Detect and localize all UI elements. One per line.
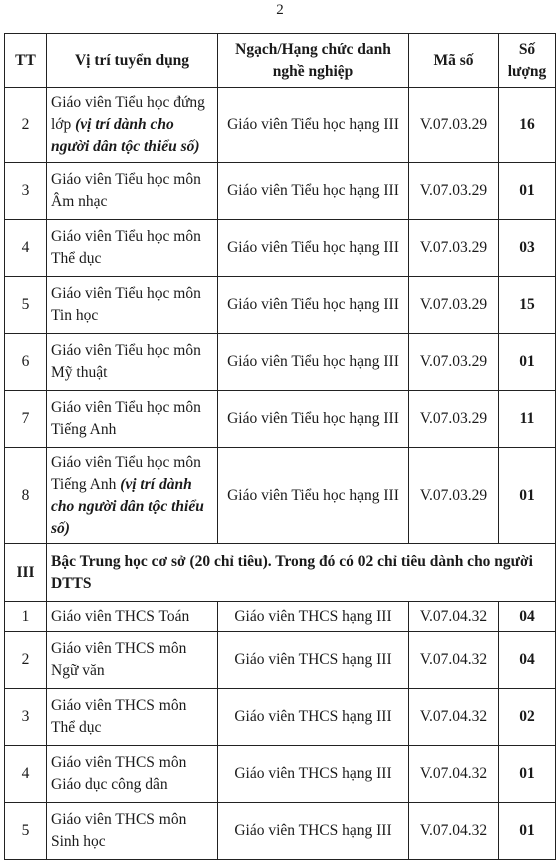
table-row	[5, 803, 556, 860]
row-code: V.07.03.29	[409, 163, 499, 220]
row-code: V.07.04.32	[409, 746, 499, 803]
header-position: Vị trí tuyển dụng	[47, 34, 218, 88]
row-code: V.07.03.29	[409, 88, 499, 163]
row-tt: 2	[5, 632, 47, 689]
row-rank: Giáo viên Tiểu học hạng III	[218, 220, 409, 277]
header-quantity: Số lượng	[499, 34, 556, 88]
section-row	[5, 544, 556, 602]
row-quantity: 03	[499, 220, 556, 277]
row-rank: Giáo viên THCS hạng III	[218, 632, 409, 689]
section-number: III	[5, 544, 47, 602]
row-tt: 1	[5, 602, 47, 632]
row-code: V.07.03.29	[409, 334, 499, 391]
row-position	[47, 448, 218, 544]
table-row	[5, 632, 556, 689]
header-tt: TT	[5, 34, 47, 88]
row-position: Giáo viên THCS môn Giáo dục công dân	[47, 746, 218, 803]
row-rank: Giáo viên Tiểu học hạng III	[218, 334, 409, 391]
row-tt: 5	[5, 277, 47, 334]
row-code: V.07.03.29	[409, 220, 499, 277]
row-tt: 4	[5, 746, 47, 803]
row-position: Giáo viên THCS môn Ngữ văn	[47, 632, 218, 689]
row-quantity: 01	[499, 163, 556, 220]
position-note: (vị trí dành cho người dân tộc thiểu số)	[51, 475, 204, 537]
row-code: V.07.04.32	[409, 689, 499, 746]
table-row	[5, 163, 556, 220]
row-rank: Giáo viên Tiểu học hạng III	[218, 277, 409, 334]
table-row	[5, 277, 556, 334]
row-quantity: 15	[499, 277, 556, 334]
row-position: Giáo viên Tiểu học môn Mỹ thuật	[47, 334, 218, 391]
row-quantity: 16	[499, 88, 556, 163]
row-tt: 3	[5, 689, 47, 746]
row-quantity: 04	[499, 602, 556, 632]
table-row	[5, 391, 556, 448]
table-row	[5, 220, 556, 277]
row-rank: Giáo viên THCS hạng III	[218, 746, 409, 803]
table-row	[5, 602, 556, 632]
section-title: Bậc Trung học cơ sở (20 chỉ tiêu). Trong đó có 02 chỉ tiêu dành cho người DTTS	[47, 544, 556, 602]
row-quantity: 01	[499, 803, 556, 860]
row-position: Giáo viên THCS môn Sinh học	[47, 803, 218, 860]
row-position: Giáo viên THCS Toán	[47, 602, 218, 632]
row-tt: 3	[5, 163, 47, 220]
row-quantity: 11	[499, 391, 556, 448]
row-quantity: 01	[499, 746, 556, 803]
row-rank: Giáo viên Tiểu học hạng III	[218, 88, 409, 163]
table-row	[5, 334, 556, 391]
row-tt: 7	[5, 391, 47, 448]
position-note: (vị trí dành cho người dân tộc thiểu số)	[51, 116, 200, 155]
table-header-row	[5, 34, 556, 88]
row-code: V.07.03.29	[409, 448, 499, 544]
row-code: V.07.03.29	[409, 277, 499, 334]
row-quantity: 01	[499, 334, 556, 391]
row-quantity: 04	[499, 632, 556, 689]
row-position: Giáo viên Tiểu học môn Tiếng Anh	[47, 391, 218, 448]
position-text: Giáo viên Tiểu học đứng lớp	[51, 94, 205, 133]
row-tt: 4	[5, 220, 47, 277]
row-rank: Giáo viên Tiểu học hạng III	[218, 391, 409, 448]
row-rank: Giáo viên THCS hạng III	[218, 803, 409, 860]
row-quantity: 01	[499, 448, 556, 544]
table-row	[5, 88, 556, 163]
header-rank: Ngạch/Hạng chức danh nghề nghiệp	[218, 34, 409, 88]
row-code: V.07.04.32	[409, 632, 499, 689]
row-code: V.07.04.32	[409, 602, 499, 632]
row-tt: 8	[5, 448, 47, 544]
table-row	[5, 746, 556, 803]
table-row	[5, 689, 556, 746]
row-rank: Giáo viên THCS hạng III	[218, 689, 409, 746]
row-position: Giáo viên Tiểu học môn Thể dục	[47, 220, 218, 277]
row-tt: 2	[5, 88, 47, 163]
recruitment-table	[4, 33, 556, 860]
position-text: Giáo viên Tiểu học môn Tiếng Anh	[51, 453, 201, 493]
row-code: V.07.03.29	[409, 391, 499, 448]
row-position: Giáo viên Tiểu học môn Âm nhạc	[47, 163, 218, 220]
row-position: Giáo viên THCS môn Thể dục	[47, 689, 218, 746]
row-tt: 5	[5, 803, 47, 860]
row-rank: Giáo viên THCS hạng III	[218, 602, 409, 632]
row-position	[47, 88, 218, 163]
row-position: Giáo viên Tiểu học môn Tin học	[47, 277, 218, 334]
page-number: 2	[276, 2, 284, 18]
row-tt: 6	[5, 334, 47, 391]
row-quantity: 02	[499, 689, 556, 746]
table-row	[5, 448, 556, 544]
row-code: V.07.04.32	[409, 803, 499, 860]
row-rank: Giáo viên Tiểu học hạng III	[218, 448, 409, 544]
header-code: Mã số	[409, 34, 499, 88]
row-rank: Giáo viên Tiểu học hạng III	[218, 163, 409, 220]
